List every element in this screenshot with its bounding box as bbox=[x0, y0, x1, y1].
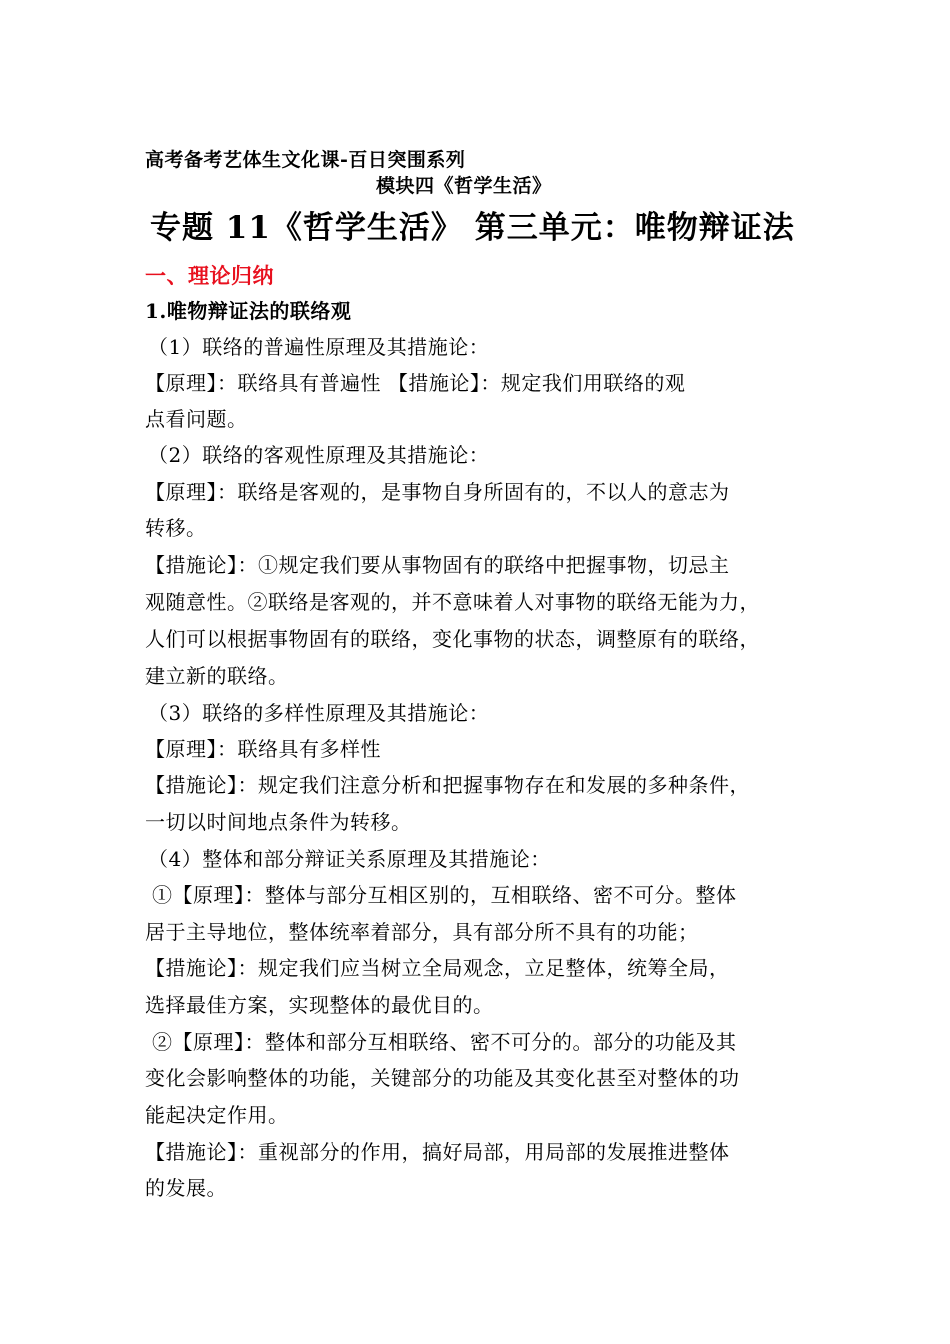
series-header: 高考备考艺体生文化课-百日突围系列 bbox=[145, 149, 466, 171]
body-line: （1）联络的普遍性原理及其措施论： bbox=[148, 335, 490, 359]
page-title: 专题 11《哲学生活》 第三单元：唯物辩证法 bbox=[150, 210, 795, 246]
body-line: 人们可以根据事物固有的联络，变化事物的状态，调整原有的联络， bbox=[145, 627, 760, 651]
body-line: 【原理】：联络具有多样性 bbox=[145, 737, 381, 761]
body-line: 选择最佳方案，实现整体的最优目的。 bbox=[145, 993, 494, 1017]
body-line: 居于主导地位，整体统率着部分，具有部分所不具有的功能； bbox=[145, 920, 699, 944]
body-line: 能起决定作用。 bbox=[145, 1103, 289, 1127]
body-line: 变化会影响整体的功能，关键部分的功能及其变化甚至对整体的功 bbox=[145, 1066, 740, 1090]
body-line: 点看问题。 bbox=[145, 407, 248, 431]
section-heading: 一、理论归纳 bbox=[145, 263, 274, 288]
body-line: 一切以时间地点条件为转移。 bbox=[145, 810, 412, 834]
body-line: 的发展。 bbox=[145, 1176, 227, 1200]
body-line: 【措施论】：规定我们注意分析和把握事物存在和发展的多种条件， bbox=[145, 773, 750, 797]
body-line: 【原理】：联络具有普遍性 【措施论】：规定我们用联络的观 bbox=[145, 371, 686, 395]
body-line: ①【原理】：整体与部分互相区别的，互相联络、密不可分。整体 bbox=[152, 883, 737, 907]
body-line: （4）整体和部分辩证关系原理及其措施论： bbox=[148, 847, 551, 871]
body-line: 【原理】：联络是客观的，是事物自身所固有的，不以人的意志为 bbox=[145, 480, 730, 504]
body-line: 建立新的联络。 bbox=[145, 664, 289, 688]
body-line: 【措施论】：规定我们应当树立全局观念，立足整体，统筹全局， bbox=[145, 956, 730, 980]
body-line: 【措施论】：①规定我们要从事物固有的联络中把握事物，切忌主 bbox=[145, 553, 730, 577]
body-line: 转移。 bbox=[145, 516, 207, 540]
body-line: （2）联络的客观性原理及其措施论： bbox=[148, 443, 490, 467]
body-line: 【措施论】：重视部分的作用，搞好局部，用局部的发展推进整体 bbox=[145, 1140, 730, 1164]
body-line: ②【原理】：整体和部分互相联络、密不可分的。部分的功能及其 bbox=[152, 1030, 737, 1054]
subsection-heading: 1.唯物辩证法的联络观 bbox=[145, 299, 352, 323]
module-header: 模块四《哲学生活》 bbox=[376, 175, 552, 197]
body-line: 观随意性。②联络是客观的，并不意味着人对事物的联络无能为力， bbox=[145, 590, 760, 614]
body-line: （3）联络的多样性原理及其措施论： bbox=[148, 701, 490, 725]
